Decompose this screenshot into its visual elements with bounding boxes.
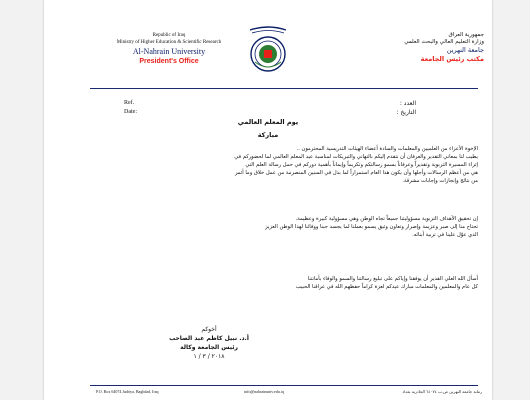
ref-label-ar: العدد : bbox=[399, 100, 416, 107]
signature-role: رئيس الجامعة وكالة bbox=[180, 344, 238, 351]
para2-line: الذي عوّل علينا في تربية أبنائه. bbox=[412, 232, 478, 238]
ref-label-en: Ref. bbox=[124, 100, 135, 106]
header-english bbox=[84, 32, 254, 66]
header-ar-country: جمهورية العراق bbox=[448, 32, 484, 38]
para1-line: هي من أعظم الرسالات وأجلها وأن يكون هذا العام استمراراً لما بذل في السنين المنصرمة من عمل خلاق وما أثمر bbox=[234, 170, 478, 176]
header-arabic bbox=[334, 32, 484, 64]
footer-email: info@nahrainuniv.edu.iq bbox=[244, 389, 284, 394]
university-logo-icon bbox=[244, 24, 292, 76]
para2-line: إن تحقيق الأهداف التربوية مسؤوليتنا جميعاً تجاه الوطن وهي مسؤولية كبيرة وعظيمة. bbox=[295, 216, 478, 222]
ref-block-ar bbox=[396, 99, 416, 117]
ref-block-en bbox=[124, 99, 137, 117]
date-label-ar: التاريخ : bbox=[396, 109, 416, 116]
paragraph-2 bbox=[96, 215, 478, 239]
header-divider bbox=[90, 88, 478, 89]
signature-greeting: أخوكم bbox=[201, 326, 217, 333]
para3-line: كل عام والمعلمين والمعلمات مبارك عيدكم لعزة كراماً حفظهم الله في عراقنا الحبيب bbox=[295, 284, 478, 290]
signature-block bbox=[144, 325, 274, 361]
header-ar-ministry: وزارة التعليم العالي والبحث العلمي bbox=[404, 39, 484, 45]
para1-line: إثراء المسيرة التربوية وتقديراً وعرفاناً بسمو رسالتكم وتكريماً وإيماناً بأهمية دوركم في حمل رسالة العلم التي bbox=[245, 162, 478, 168]
header-ar-office: مكتب رئيس الجامعة bbox=[420, 55, 484, 63]
footer-divider bbox=[90, 385, 478, 386]
date-label-en: Date: bbox=[124, 109, 137, 115]
document-title: يوم المعلم العالمي bbox=[237, 118, 299, 126]
para1-line: من نتائج وإنجازات وإجابات مشرقة. bbox=[402, 178, 478, 184]
signature-name: أ.د. نبيل كاظم عبد الصاحب bbox=[169, 335, 249, 342]
paragraph-1 bbox=[96, 145, 478, 185]
document-subtitle: مباركة bbox=[257, 131, 279, 139]
para2-line: تحتاج منا إلى صبر وعزيمة وإصرار وتعاون وثيق يسمو بعملنا لما يجسد حبنا ووفائنا لهذا الوطن العزيز bbox=[265, 224, 478, 230]
signature-date: ٢٠١٨ / ٣ / ١ bbox=[193, 353, 225, 360]
paragraph-3 bbox=[96, 275, 478, 291]
document-page bbox=[44, 0, 492, 400]
header-en-country: Republic of Iraq bbox=[152, 33, 186, 38]
header-ar-university: جامعة النهرين bbox=[446, 46, 484, 54]
para3-line: أسأل الله العلي القدير أن يوفقنا وإياكم على تبليغ رسالتنا والسمو والوفاء بأمانتنا bbox=[307, 276, 478, 282]
header-en-ministry: Ministry of Higher Education & Scientific Research bbox=[116, 40, 222, 45]
footer-address-ar: رمانة جامعة النهرين ص.ب ٦٤٠٧٤ الجادرية بغداد bbox=[402, 389, 482, 394]
header-en-university: Al-Nahrain University bbox=[132, 47, 206, 56]
footer-pobox: P.O. Box 64074 Jadriya, Baghdad, Iraq bbox=[96, 389, 159, 394]
para1-line: يطيب لنا بمعاني التقدير والعرفان أن نتقدم إليكم بالتهاني والتبريكات لمناسبة عيد المعلم العالمي لما لحضوركم في bbox=[234, 154, 478, 160]
header-en-office: President's Office bbox=[139, 58, 199, 65]
para1-line: الإخوة الأعزاء من العلميين والمعلمات والسادة أعضاء الهيئات التدريسية المحترمون .. bbox=[296, 146, 478, 152]
